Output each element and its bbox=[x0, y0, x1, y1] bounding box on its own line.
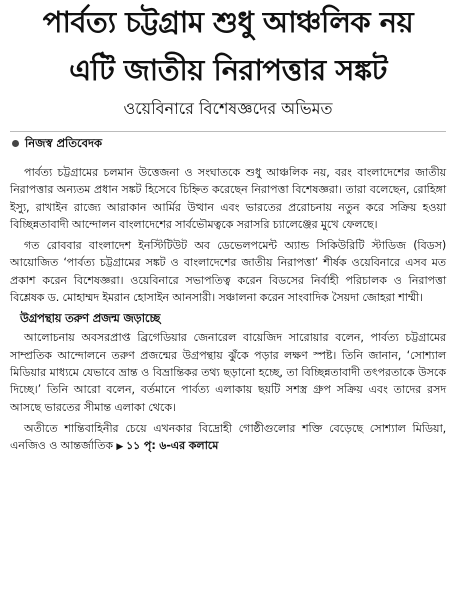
continuation-link[interactable] bbox=[116, 439, 218, 452]
headline-line-1: পার্বত্য চট্টগ্রাম শুধু আঞ্চলিক নয় bbox=[42, 5, 414, 39]
headline-line-2: এটি জাতীয় নিরাপত্তার সঙ্কট bbox=[69, 53, 387, 87]
paragraph-4-text: অতীতে শান্তিবাহিনীর চেয়ে এখনকার বিদ্রোহী গোষ্ঠীগুলোর শক্তি বেড়েছে সোশ্যাল মিডিয়া, এনজিও ও আন্তর্জাতিক bbox=[10, 421, 446, 453]
subsection-heading: উগ্রপন্থায় তরুণ প্রজন্ম জড়াচ্ছে bbox=[20, 311, 161, 326]
article-body bbox=[10, 164, 446, 456]
paragraph-3: আলোচনায় অবসরপ্রাপ্ত ব্রিগেডিয়ার জেনারেল বায়েজিদ সারোয়ার বলেন, পার্বত্য চট্টগ্রামের সাম্প্রতিক আন্দোলনে তরুণ প্রজন্মের উগ্রপন্থায় ঝুঁকে পড়ার লক্ষণ স্পষ্ট। তিনি জানান, ‘সোশ্যাল মিডিয়ার মাধ্যমে যেভাবে ভ্রান্ত ও বিভ্রান্তিকর তথ্য ছড়ানো হচ্ছে, তা বিচ্ছিন্নতাবাদী তৎপরতাকে উসকে দিচ্ছে।’ তিনি আরো বলেন, বর্তমানে পার্বত্য এলাকায় ছয়টি সশস্ত্র গ্রুপ সক্রিয় এবং তাদের রসদ আসছে ভারতের সীমান্ত এলাকা থেকে। bbox=[10, 331, 446, 414]
byline-text: নিজস্ব প্রতিবেদক bbox=[25, 136, 103, 150]
paragraph-2: গত রোববার বাংলাদেশ ইনস্টিটিউট অব ডেভেলপমেন্ট অ্যান্ড সিকিউরিটি স্টাডিজ (বিডস) আয়োজিত ‘পার্বত্য চট্টগ্রামের সঙ্কট ও বাংলাদেশের জাতীয় নিরাপত্তা’ শীর্ষক ওয়েবিনারে এসব মত প্রকাশ করেন বিশেষজ্ঞরা। ওয়েবিনারে সভাপতিত্ব করেন বিডসের নির্বাহী পরিচালক ও নিরাপত্তা বিশ্লেষক ড. মোহাম্মদ ইমরান হোসাইন আনসারী। সঞ্চালনা করেন সাংবাদিক সৈয়দা জোহরা শাম্মী। bbox=[10, 239, 446, 305]
triangle-icon: ▶ bbox=[116, 442, 124, 453]
byline bbox=[10, 131, 446, 151]
subheadline: ওয়েবিনারে বিশেষজ্ঞদের অভিমত bbox=[123, 99, 333, 118]
paragraph-1: পার্বত্য চট্টগ্রামের চলমান উত্তেজনা ও সংঘাতকে শুধু আঞ্চলিক নয়, বরং বাংলাদেশের জাতীয় নিরাপত্তার অন্যতম প্রধান সঙ্কট হিসেবে চিহ্নিত করেছেন নিরাপত্তা বিশেষজ্ঞরা। তারা বলেছেন, রোহিঙ্গা ইস্যু, রাখাইন রাজ্যে আরাকান আর্মির উত্থান এবং ভারতের প্ররোচনায় নতুন করে সক্রিয় হওয়া বিচ্ছিন্নতাবাদী আন্দোলন বাংলাদেশের সার্বভৌমত্বকে সরাসরি চ্যালেঞ্জের মুখে ফেলছে। bbox=[10, 166, 446, 231]
paragraph-4 bbox=[10, 420, 446, 457]
bullet-icon bbox=[12, 140, 19, 147]
continuation-text: ১১ পৃ: ৬-এর কলামে bbox=[126, 439, 219, 453]
